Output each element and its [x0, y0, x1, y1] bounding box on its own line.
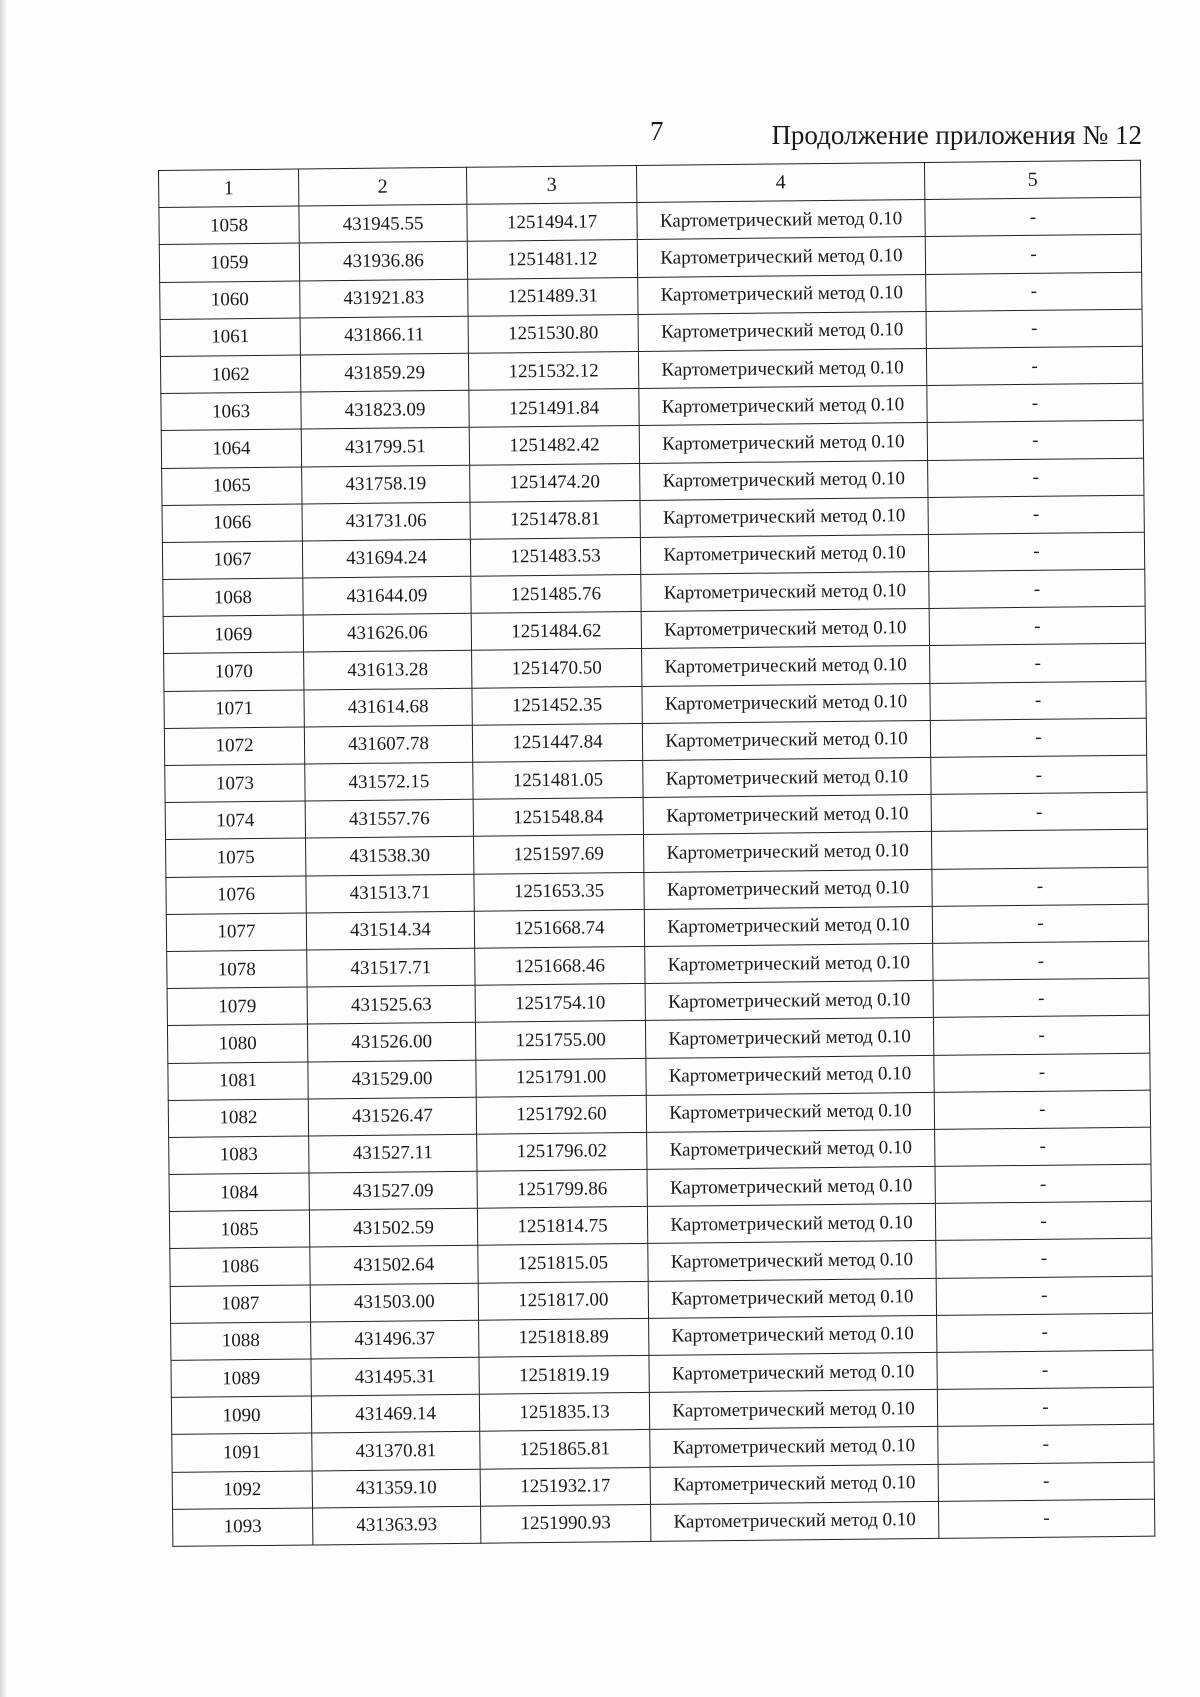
page-header [0, 116, 1200, 156]
x-coordinate-cell: 431503.00 [310, 1283, 478, 1322]
note-cell: - [937, 1313, 1153, 1352]
point-number-cell: 1059 [159, 243, 299, 282]
x-coordinate-cell: 431538.30 [306, 837, 474, 876]
table-body [159, 197, 1155, 1546]
x-coordinate-cell: 431495.31 [311, 1357, 479, 1396]
x-coordinate-cell: 431626.06 [303, 613, 471, 652]
note-cell: - [926, 272, 1142, 311]
point-number-cell: 1070 [164, 652, 304, 691]
x-coordinate-cell: 431694.24 [302, 539, 470, 578]
x-coordinate-cell: 431572.15 [305, 762, 473, 801]
point-number-cell: 1087 [170, 1285, 310, 1324]
x-coordinate-cell: 431370.81 [312, 1432, 480, 1471]
x-coordinate-cell: 431496.37 [311, 1320, 479, 1359]
note-cell: - [935, 1164, 1151, 1203]
y-coordinate-cell: 1251494.17 [467, 203, 637, 242]
point-number-cell: 1071 [164, 690, 304, 729]
y-coordinate-cell: 1251835.13 [479, 1393, 649, 1432]
point-number-cell: 1084 [169, 1173, 309, 1212]
x-coordinate-cell: 431613.28 [304, 651, 472, 690]
y-coordinate-cell: 1251754.10 [475, 984, 645, 1023]
x-coordinate-cell: 431469.14 [311, 1394, 479, 1433]
x-coordinate-cell: 431526.00 [307, 1023, 475, 1062]
point-number-cell: 1063 [161, 392, 301, 431]
note-cell: - [935, 1201, 1151, 1240]
y-coordinate-cell: 1251817.00 [478, 1281, 648, 1320]
y-coordinate-cell: 1251474.20 [470, 463, 640, 502]
coordinates-table-wrapper [158, 160, 1154, 1547]
y-coordinate-cell: 1251668.46 [475, 946, 645, 985]
note-cell: - [927, 383, 1143, 422]
method-cell: Картометрический метод 0.10 [642, 683, 930, 723]
column-header-3: 3 [466, 165, 636, 204]
y-coordinate-cell: 1251452.35 [472, 686, 642, 725]
column-header-1: 1 [159, 169, 299, 208]
point-number-cell: 1083 [169, 1136, 309, 1175]
column-header-2: 2 [298, 167, 466, 206]
point-number-cell: 1069 [163, 615, 303, 654]
coordinates-table [158, 160, 1155, 1547]
y-coordinate-cell: 1251485.76 [471, 575, 641, 614]
method-cell: Картометрический метод 0.10 [641, 609, 929, 649]
point-number-cell: 1092 [172, 1471, 312, 1510]
point-number-cell: 1068 [163, 578, 303, 617]
x-coordinate-cell: 431502.59 [309, 1208, 477, 1247]
note-cell: - [925, 197, 1141, 236]
method-cell: Картометрический метод 0.10 [645, 1018, 933, 1058]
note-cell: - [930, 718, 1146, 757]
y-coordinate-cell: 1251799.86 [477, 1169, 647, 1208]
point-number-cell: 1067 [162, 541, 302, 580]
x-coordinate-cell: 431514.34 [306, 911, 474, 950]
x-coordinate-cell: 431644.09 [303, 576, 471, 615]
note-cell: - [938, 1499, 1154, 1538]
note-cell: - [928, 532, 1144, 571]
y-coordinate-cell: 1251932.17 [480, 1467, 650, 1506]
y-coordinate-cell: 1251447.84 [472, 723, 642, 762]
note-cell: - [930, 644, 1146, 683]
method-cell: Картометрический метод 0.10 [642, 720, 930, 760]
method-cell: Картометрический метод 0.10 [641, 572, 929, 612]
method-cell: Картометрический метод 0.10 [647, 1204, 935, 1244]
method-cell: Картометрический метод 0.10 [638, 274, 926, 314]
note-cell: - [935, 1127, 1151, 1166]
y-coordinate-cell: 1251489.31 [468, 277, 638, 316]
point-number-cell: 1060 [160, 281, 300, 320]
note-cell: - [938, 1425, 1154, 1464]
appendix-title: Продолжение приложения № 12 [771, 120, 1142, 150]
point-number-cell: 1080 [167, 1024, 307, 1063]
method-cell: Картометрический метод 0.10 [646, 1092, 934, 1132]
method-cell: Картометрический метод 0.10 [648, 1241, 936, 1281]
point-number-cell: 1075 [166, 838, 306, 877]
y-coordinate-cell: 1251818.89 [479, 1318, 649, 1357]
point-number-cell: 1088 [171, 1322, 311, 1361]
y-coordinate-cell: 1251815.05 [478, 1244, 648, 1283]
point-number-cell: 1093 [173, 1508, 313, 1547]
note-cell: - [937, 1350, 1153, 1389]
x-coordinate-cell: 431866.11 [300, 316, 468, 355]
page-number: 7 [650, 116, 664, 146]
note-cell: - [933, 978, 1149, 1017]
point-number-cell: 1062 [160, 355, 300, 394]
y-coordinate-cell: 1251548.84 [473, 798, 643, 837]
method-cell: Картометрический метод 0.10 [649, 1390, 937, 1430]
note-cell: - [931, 755, 1147, 794]
method-cell: Картометрический метод 0.10 [649, 1315, 937, 1355]
note-cell: - [929, 569, 1145, 608]
method-cell: Картометрический метод 0.10 [646, 1055, 934, 1095]
x-coordinate-cell: 431758.19 [302, 465, 470, 504]
point-number-cell: 1065 [162, 467, 302, 506]
y-coordinate-cell: 1251482.42 [469, 426, 639, 465]
point-number-cell: 1077 [166, 913, 306, 952]
note-cell [931, 830, 1147, 869]
method-cell: Картометрический метод 0.10 [644, 869, 932, 909]
x-coordinate-cell: 431359.10 [312, 1469, 480, 1508]
note-cell: - [928, 458, 1144, 497]
note-cell: - [936, 1276, 1152, 1315]
x-coordinate-cell: 431823.09 [301, 390, 469, 429]
y-coordinate-cell: 1251814.75 [477, 1207, 647, 1246]
y-coordinate-cell: 1251990.93 [481, 1504, 651, 1543]
column-header-4: 4 [636, 162, 924, 202]
point-number-cell: 1076 [166, 876, 306, 915]
y-coordinate-cell: 1251484.62 [471, 612, 641, 651]
x-coordinate-cell: 431513.71 [306, 874, 474, 913]
note-cell: - [933, 941, 1149, 980]
x-coordinate-cell: 431731.06 [302, 502, 470, 541]
y-coordinate-cell: 1251470.50 [472, 649, 642, 688]
point-number-cell: 1074 [165, 801, 305, 840]
note-cell: - [934, 1090, 1150, 1129]
y-coordinate-cell: 1251791.00 [476, 1058, 646, 1097]
x-coordinate-cell: 431527.09 [309, 1171, 477, 1210]
column-header-5: 5 [924, 160, 1140, 199]
method-cell: Картометрический метод 0.10 [644, 906, 932, 946]
y-coordinate-cell: 1251532.12 [468, 351, 638, 390]
point-number-cell: 1058 [159, 206, 299, 245]
y-coordinate-cell: 1251792.60 [476, 1095, 646, 1134]
point-number-cell: 1081 [168, 1061, 308, 1100]
method-cell: Картометрический метод 0.10 [639, 386, 927, 426]
note-cell: - [932, 904, 1148, 943]
method-cell: Картометрический метод 0.10 [639, 423, 927, 463]
point-number-cell: 1090 [171, 1396, 311, 1435]
point-number-cell: 1073 [165, 764, 305, 803]
note-cell: - [936, 1239, 1152, 1278]
method-cell: Картометрический метод 0.10 [650, 1501, 938, 1541]
point-number-cell: 1082 [168, 1099, 308, 1138]
note-cell: - [934, 1053, 1150, 1092]
method-cell: Картометрический метод 0.10 [640, 534, 928, 574]
y-coordinate-cell: 1251491.84 [469, 389, 639, 428]
x-coordinate-cell: 431921.83 [300, 279, 468, 318]
method-cell: Картометрический метод 0.10 [640, 497, 928, 537]
y-coordinate-cell: 1251530.80 [468, 314, 638, 353]
method-cell: Картометрический метод 0.10 [645, 981, 933, 1021]
x-coordinate-cell: 431502.64 [310, 1246, 478, 1285]
x-coordinate-cell: 431557.76 [305, 799, 473, 838]
y-coordinate-cell: 1251819.19 [479, 1355, 649, 1394]
y-coordinate-cell: 1251481.12 [467, 240, 637, 279]
method-cell: Картометрический метод 0.10 [648, 1278, 936, 1318]
x-coordinate-cell: 431799.51 [301, 428, 469, 467]
point-number-cell: 1085 [169, 1210, 309, 1249]
note-cell: - [926, 346, 1142, 385]
method-cell: Картометрический метод 0.10 [640, 460, 928, 500]
method-cell: Картометрический метод 0.10 [643, 832, 931, 872]
x-coordinate-cell: 431859.29 [300, 353, 468, 392]
note-cell: - [926, 309, 1142, 348]
y-coordinate-cell: 1251668.74 [474, 909, 644, 948]
method-cell: Картометрический метод 0.10 [637, 200, 925, 240]
x-coordinate-cell: 431529.00 [308, 1060, 476, 1099]
method-cell: Картометрический метод 0.10 [647, 1129, 935, 1169]
x-coordinate-cell: 431525.63 [307, 985, 475, 1024]
method-cell: Картометрический метод 0.10 [638, 311, 926, 351]
point-number-cell: 1072 [164, 727, 304, 766]
method-cell: Картометрический метод 0.10 [647, 1166, 935, 1206]
x-coordinate-cell: 431614.68 [304, 688, 472, 727]
y-coordinate-cell: 1251653.35 [474, 872, 644, 911]
y-coordinate-cell: 1251481.05 [473, 760, 643, 799]
x-coordinate-cell: 431527.11 [309, 1134, 477, 1173]
point-number-cell: 1089 [171, 1359, 311, 1398]
note-cell: - [928, 495, 1144, 534]
y-coordinate-cell: 1251478.81 [470, 500, 640, 539]
note-cell: - [930, 681, 1146, 720]
note-cell: - [933, 1015, 1149, 1054]
method-cell: Картометрический метод 0.10 [643, 795, 931, 835]
note-cell: - [927, 421, 1143, 460]
method-cell: Картометрический метод 0.10 [643, 757, 931, 797]
y-coordinate-cell: 1251483.53 [470, 537, 640, 576]
method-cell: Картометрический метод 0.10 [650, 1427, 938, 1467]
method-cell: Картометрический метод 0.10 [638, 348, 926, 388]
note-cell: - [938, 1462, 1154, 1501]
scan-edge-shadow [0, 0, 6, 1697]
note-cell: - [937, 1387, 1153, 1426]
point-number-cell: 1091 [172, 1433, 312, 1472]
method-cell: Картометрический метод 0.10 [642, 646, 930, 686]
point-number-cell: 1061 [160, 318, 300, 357]
note-cell: - [931, 792, 1147, 831]
y-coordinate-cell: 1251796.02 [477, 1132, 647, 1171]
x-coordinate-cell: 431363.93 [313, 1506, 481, 1545]
point-number-cell: 1086 [170, 1247, 310, 1286]
y-coordinate-cell: 1251597.69 [473, 835, 643, 874]
point-number-cell: 1066 [162, 504, 302, 543]
y-coordinate-cell: 1251755.00 [475, 1021, 645, 1060]
x-coordinate-cell: 431607.78 [304, 725, 472, 764]
method-cell: Картометрический метод 0.10 [637, 237, 925, 277]
note-cell: - [932, 867, 1148, 906]
note-cell: - [925, 235, 1141, 274]
method-cell: Картометрический метод 0.10 [649, 1352, 937, 1392]
point-number-cell: 1064 [161, 429, 301, 468]
point-number-cell: 1078 [167, 950, 307, 989]
x-coordinate-cell: 431936.86 [299, 242, 467, 281]
method-cell: Картометрический метод 0.10 [650, 1464, 938, 1504]
x-coordinate-cell: 431945.55 [299, 204, 467, 243]
note-cell: - [929, 606, 1145, 645]
method-cell: Картометрический метод 0.10 [645, 943, 933, 983]
y-coordinate-cell: 1251865.81 [480, 1430, 650, 1469]
point-number-cell: 1079 [167, 987, 307, 1026]
x-coordinate-cell: 431517.71 [307, 948, 475, 987]
x-coordinate-cell: 431526.47 [308, 1097, 476, 1136]
